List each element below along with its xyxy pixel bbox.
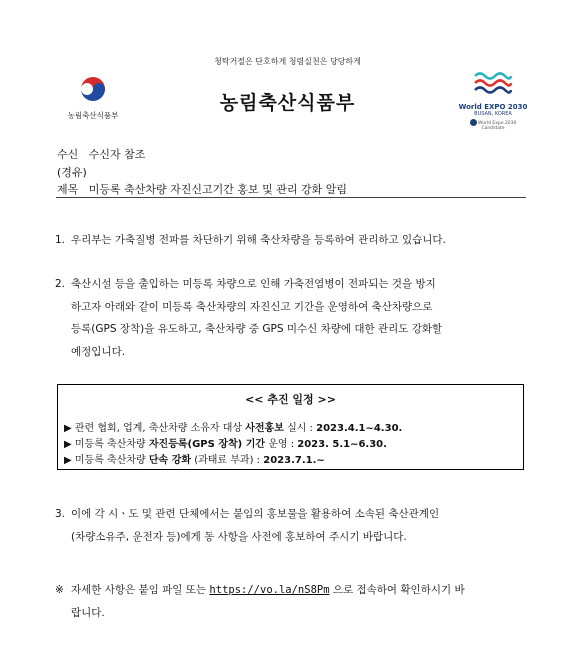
candidate-circle-icon: [470, 119, 477, 126]
recipient-value: 수신자 참조: [88, 148, 146, 161]
subject-value: 미등록 축산차량 자진신고기간 홍보 및 관리 강화 알림: [88, 183, 348, 196]
subject-line: [57, 181, 347, 197]
expo-logo-location: BUSAN, KOREA: [474, 111, 512, 117]
paragraph-2: 2. 축산시설 등을 출입하는 미등록 차량으로 인해 가축전염병이 전파되는 것을 방지 하고자 아래와 같이 미등록 축산차량의 자진신고 기간을 운영하여 축산차량으로 등록(GPS 장착)을 유도하고, 축산차량 중 GPS 미수신 차량에 대한 관리도 강화할 예정입니다.: [55, 278, 443, 358]
schedule-item: ▶ 미등록 축산차량 자진등록(GPS 장착) 기간 운영 : 2023. 5.1~6.30.: [64, 439, 387, 450]
bullet-icon: ▶: [64, 455, 72, 466]
bullet-icon: ▶: [64, 423, 72, 434]
recipient-line: [57, 146, 145, 162]
schedule-title: << 추진 일정 >>: [245, 393, 336, 406]
schedule-box: [57, 384, 524, 470]
subject-label: 제목: [57, 183, 79, 196]
expo-logo-title: World EXPO 2030: [458, 103, 528, 111]
note-paragraph: ※ 자세한 사항은 붙임 파일 또는 https://vo.la/nS8Pm 으로 접속하여 확인하시기 바 랍니다.: [55, 579, 525, 624]
paragraph-1: 1. 우리부는 가축질병 전파를 차단하기 위해 축산차량을 등록하여 관리하고 있습니다.: [55, 234, 446, 246]
slogan: 청탁거절은 단호하게 청렴실천은 당당하게: [214, 57, 361, 66]
info-link[interactable]: https://vo.la/nS8Pm: [209, 584, 330, 596]
recipient-label: 수신: [57, 148, 79, 161]
note-mark: ※: [55, 584, 64, 596]
paragraph-3: 3. 이에 각 시ㆍ도 및 관련 단체에서는 붙임의 홍보물을 활용하여 소속된 축산관계인 (차량소유주, 운전자 등)에게 동 사항을 사전에 홍보하여 주시기 바랍니다.: [55, 508, 440, 543]
via-line: (경유): [57, 166, 87, 179]
schedule-item: ▶ 관련 협회, 업계, 축산차량 소유자 대상 사전홍보 실시 : 2023.4.1~4.30.: [64, 423, 403, 434]
expo-candidate-badge: World Expo 2030 Candidate: [458, 119, 528, 131]
expo-logo: [458, 68, 528, 131]
ministry-logo-text: 농림축산식품부: [67, 111, 119, 120]
schedule-item: ▶ 미등록 축산차량 단속 강화 (과태료 부과) : 2023.7.1.~: [64, 455, 325, 466]
ministry-title: 농림축산식품부: [219, 92, 356, 114]
subject-divider: [56, 197, 526, 198]
bullet-icon: ▶: [64, 439, 72, 450]
expo-wave-emblem-icon: [471, 68, 515, 98]
